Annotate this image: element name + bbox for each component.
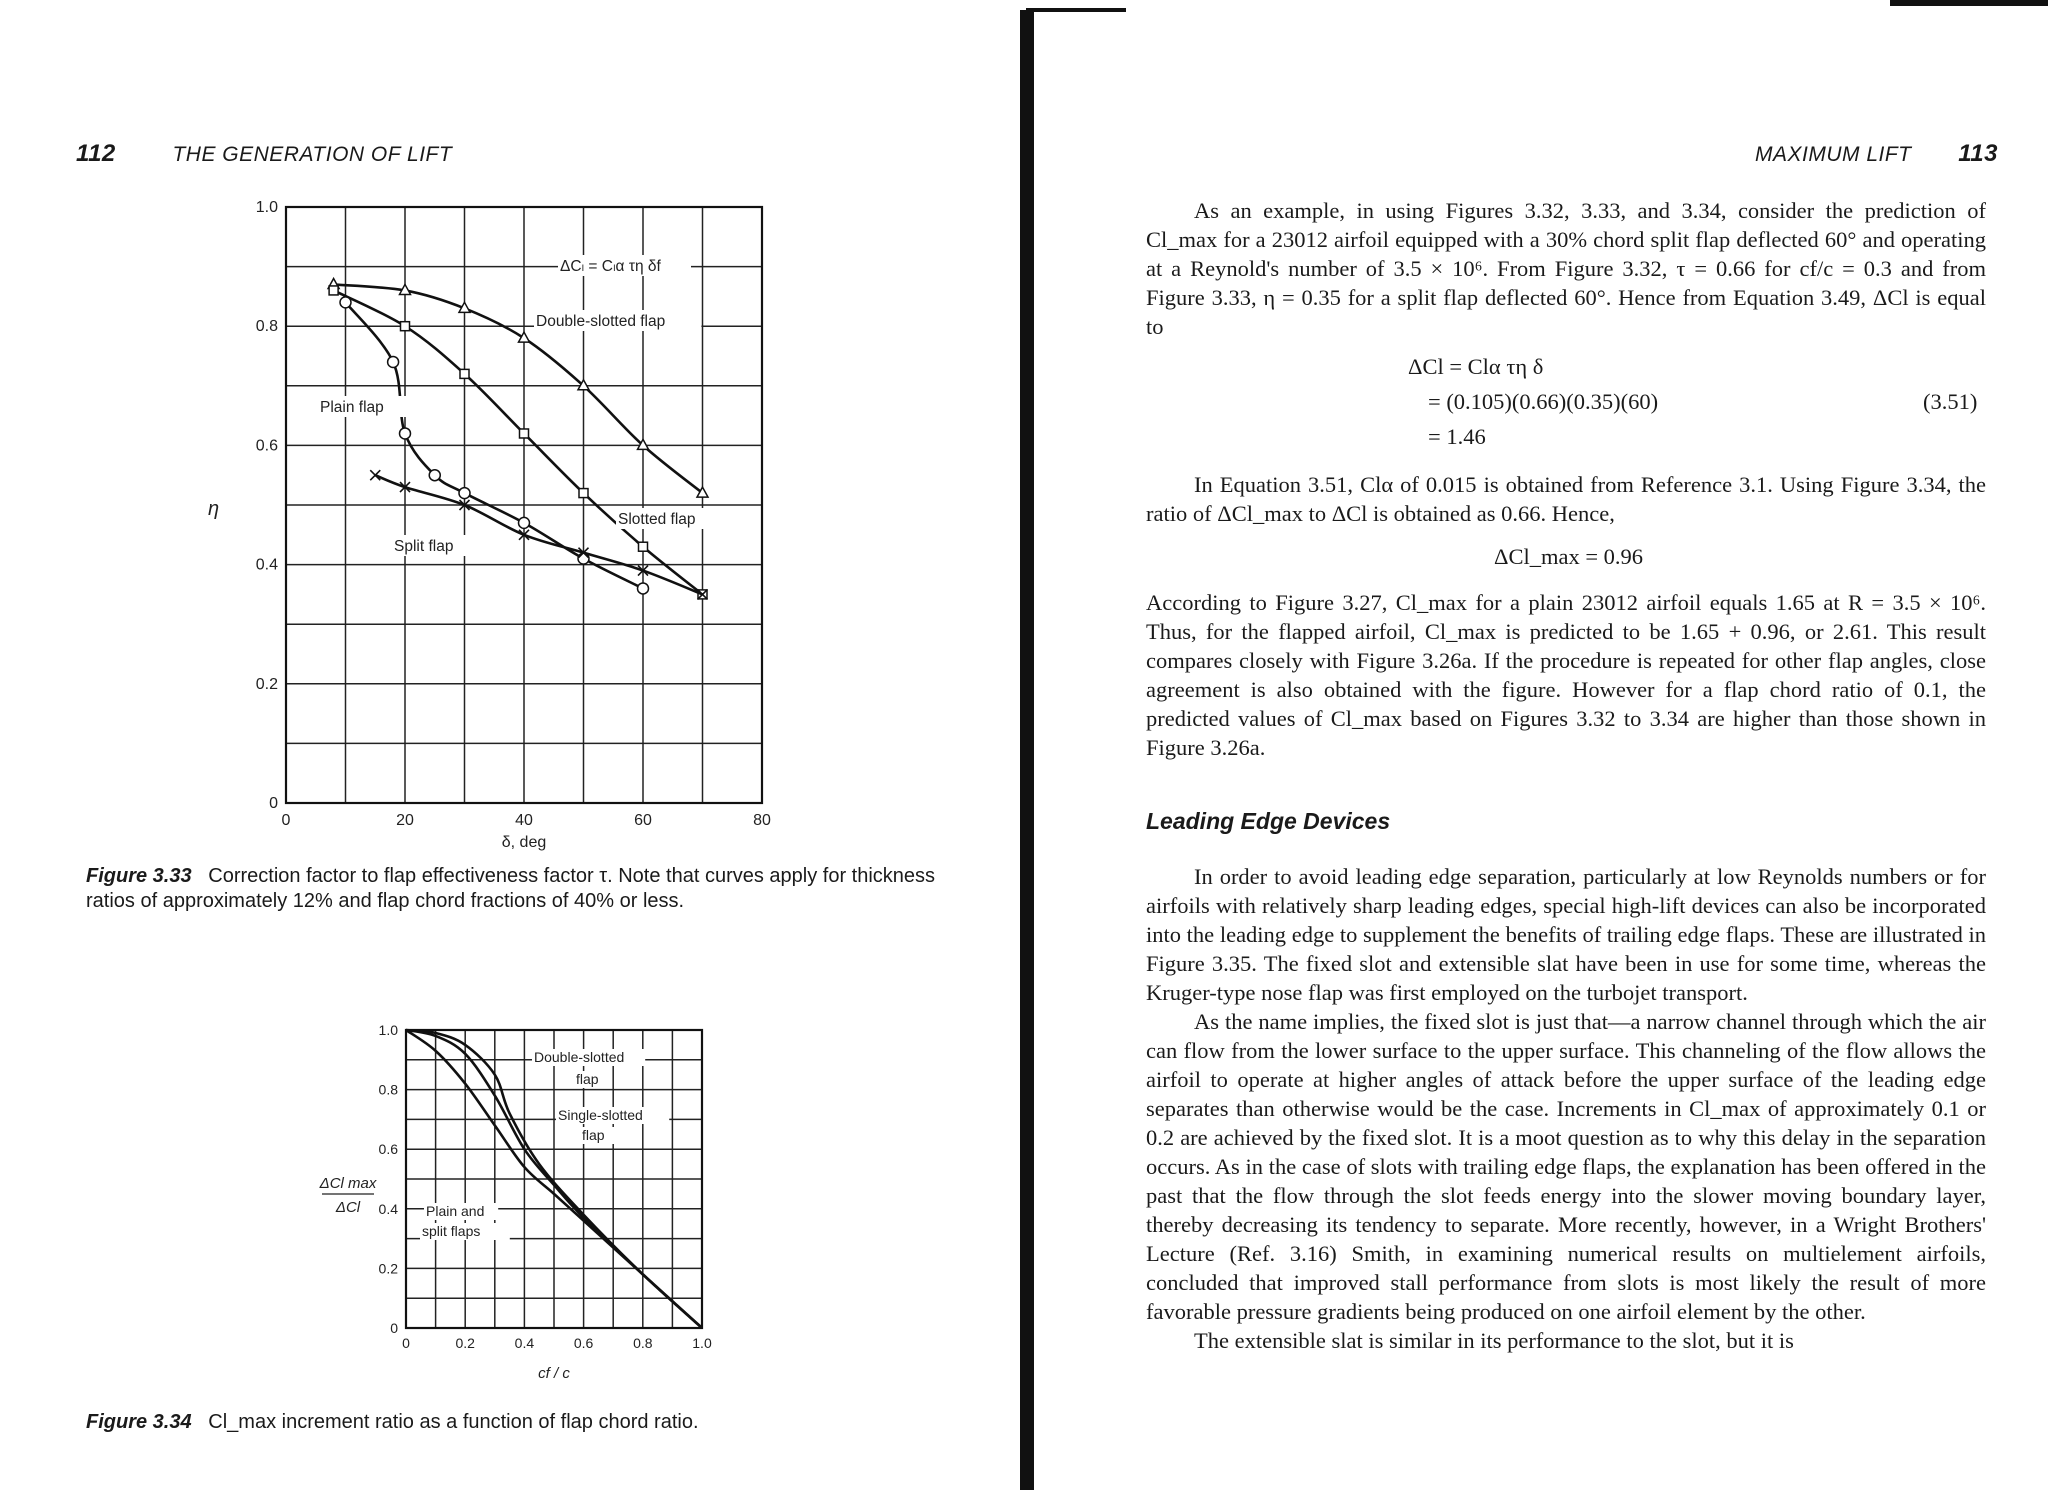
x-tick-label: 60 (634, 812, 652, 829)
data-point-circle (388, 356, 399, 367)
section-heading: Leading Edge Devices (1146, 808, 1391, 834)
y-tick-label: 0 (269, 795, 278, 812)
paragraph-1-text: As an example, in using Figures 3.32, 3.33, and 3.34, consider the prediction of Cl_max for a 23012 airfoil equipped with a 30% chord split flap deflected 60° and operating at a Reynold's number of 3.5 × 10⁶. From Figure 3.32, τ = 0.66 for cf/c = 0.3 and from Figure 3.33, η = 0.35 for a split flap deflected 60°. Hence from Equation 3.49, ΔCl is equal to (1146, 198, 1986, 339)
y-tick-label: 0.4 (255, 556, 278, 574)
figure-334-caption (86, 1410, 938, 1435)
data-point-circle (429, 470, 440, 481)
plain-split-label-line2: split flaps (422, 1223, 481, 1239)
left-running-head (76, 140, 452, 168)
x-tick-label: 0.6 (573, 1335, 594, 1351)
paragraph-5-text: As the name implies, the fixed slot is just that—a narrow channel through which the air can flow from the lower surface to the upper surface. This channeling of the flow allows the airfoil to operate at higher angles of attack before the upper surface of the leading edge separates than otherwise would be the case. Increments in Cl_max of approximately 0.1 or 0.2 are achieved by the fixed slot. It is a moot question as to why this delay in the separation occurs. As in the case of slots with trailing edge flaps, the explanation has been offered in the past that the flow through the slot feeds energy into the slower moving boundary layer, thereby decreasing its tendency to separate. More recently, however, in a Wright Brothers' Lecture (Ref. 3.16) Smith, in examining numerical results on multielement airfoils, concluded that improved stall performance from slots is most likely the result of more favorable pressure gradients being produced on one airfoil element by the other. (1146, 1009, 1986, 1324)
paragraph-6-text: The extensible slat is similar in its performance to the slot, but it is (1194, 1328, 1794, 1353)
y-tick-label: 1.0 (378, 1022, 398, 1038)
data-point-square (329, 286, 338, 295)
x-tick-label: 0 (402, 1335, 410, 1351)
x-tick-label: 40 (515, 812, 533, 829)
x-tick-label: 0 (281, 812, 291, 829)
data-point-circle (519, 517, 530, 528)
y-tick-label: 0.6 (255, 437, 278, 455)
figure-334-chart (300, 1018, 740, 1423)
y-tick-label: 0.8 (255, 318, 278, 336)
figure-333-caption-text: Correction factor to flap effectiveness factor τ. Note that curves apply for thickness ratios of approximately 12% and flap chord fractions of 40% or less. (86, 865, 936, 912)
y-tick-label: 1.0 (255, 199, 278, 216)
double-slotted-flap-label: Double-slotted flap (536, 313, 666, 330)
figure-333-svg (210, 195, 810, 855)
double-slotted-label-line1: Double-slotted (534, 1049, 625, 1065)
data-point-cross (370, 470, 380, 480)
right-running-head (1755, 140, 1998, 168)
figure-333-label: Figure 3.33 (86, 865, 192, 887)
split-flap-label: Split flap (394, 538, 454, 555)
figure-334-svg (300, 1018, 740, 1418)
right-page-number: 113 (1958, 140, 1998, 167)
book-gutter (1020, 10, 1034, 1490)
figure-333-caption (86, 864, 938, 914)
x-tick-label: 0.8 (633, 1335, 653, 1351)
figure-333-chart (210, 195, 810, 860)
plain-flap-label: Plain flap (320, 399, 384, 416)
formula-annotation: ΔCₗ = Cₗα τη δf (560, 258, 661, 275)
slotted-flap-label: Slotted flap (618, 511, 696, 528)
paragraph-2-text: In Equation 3.51, Clα of 0.015 is obtained from Reference 3.1. Using Figure 3.34, the ratio of ΔCl_max to ΔCl is obtained as 0.66. Hence, (1146, 472, 1986, 526)
y-axis-label-denominator: ΔCl (335, 1199, 361, 1216)
data-point-square (579, 489, 588, 498)
x-axis-label: cf / c (538, 1365, 570, 1382)
x-tick-label: 0.4 (514, 1335, 535, 1351)
y-tick-label: 0.2 (378, 1260, 398, 1277)
single-slotted-label-line1: Single-slotted (558, 1107, 643, 1123)
right-running-head-title: MAXIMUM LIFT (1755, 143, 1912, 166)
data-point-square (460, 369, 469, 378)
y-tick-label: 0.8 (378, 1081, 398, 1098)
data-point-square (520, 429, 529, 438)
y-axis-label-numerator: ΔCl max (319, 1175, 377, 1192)
paragraph-3-text: According to Figure 3.27, Cl_max for a plain 23012 airfoil equals 1.65 at R = 3.5 × 10⁶. Thus, for the flapped airfoil, Cl_max is predicted to be 1.65 + 0.96, or 2.61. This result compares closely with Figure 3.26a. If the procedure is repeated for other flap angles, close agreement is also obtained with the figure. However for a flap chord ratio of 0.1, the predicted values of Cl_max based on Figures 3.32 to 3.34 are higher than those shown in Figure 3.26a. (1146, 590, 1986, 760)
y-tick-label: 0.4 (378, 1200, 398, 1217)
equation-351-line-2: = (0.105)(0.66)(0.35)(60) (1428, 389, 1659, 414)
plain-split-label-line1: Plain and (426, 1203, 485, 1219)
double-slotted-label-line2: flap (576, 1071, 599, 1087)
equation-delta-clmax: ΔCl_max = 0.96 (1494, 544, 1644, 569)
left-page (0, 0, 1010, 1496)
y-tick-label: 0.6 (378, 1141, 398, 1158)
data-point-square (401, 322, 410, 331)
x-tick-label: 1.0 (692, 1335, 712, 1351)
paragraph-4-text: In order to avoid leading edge separation, particularly at low Reynolds numbers or for airfoils with relatively sharp leading edges, special high-lift devices can also be incorporated into the leading edge to supplement the benefits of trailing edge flaps. These are illustrated in Figure 3.35. The fixed slot and extensible slat have been in use for some time, whereas the Kruger-type nose flap was first employed on the turbojet transport. (1146, 864, 1986, 1005)
x-tick-label: 80 (753, 812, 771, 829)
y-axis-symbol: η (208, 498, 220, 520)
equation-351-number: (3.51) (1923, 389, 1978, 414)
left-page-number: 112 (76, 140, 116, 167)
left-running-head-title: THE GENERATION OF LIFT (172, 143, 453, 166)
figure-334-label: Figure 3.34 (86, 1411, 192, 1433)
y-tick-label: 0 (390, 1320, 398, 1336)
equation-351-line-1: ΔCl = Clα τη δ (1408, 354, 1544, 379)
data-point-circle (400, 428, 411, 439)
page-edge-bar (1890, 0, 2048, 6)
series-line (375, 475, 702, 594)
data-point-circle (340, 297, 351, 308)
y-tick-label: 0.2 (255, 675, 278, 693)
figure-334-caption-text: Cl_max increment ratio as a function of flap chord ratio. (208, 1411, 699, 1433)
paragraph-2 (1146, 470, 1986, 528)
x-tick-label: 20 (396, 812, 414, 829)
data-point-circle (638, 583, 649, 594)
equation-351-line-3: = 1.46 (1428, 424, 1486, 449)
gutter-edge (1026, 8, 1126, 12)
data-point-square (639, 542, 648, 551)
single-slotted-label-line2: flap (582, 1127, 605, 1143)
x-tick-label: 0.2 (455, 1335, 475, 1351)
paragraph-4-to-6 (1146, 862, 1986, 1355)
paragraph-3 (1146, 588, 1986, 762)
paragraph-1 (1146, 196, 1986, 341)
x-axis-label: δ, deg (501, 834, 547, 851)
data-point-circle (459, 488, 470, 499)
